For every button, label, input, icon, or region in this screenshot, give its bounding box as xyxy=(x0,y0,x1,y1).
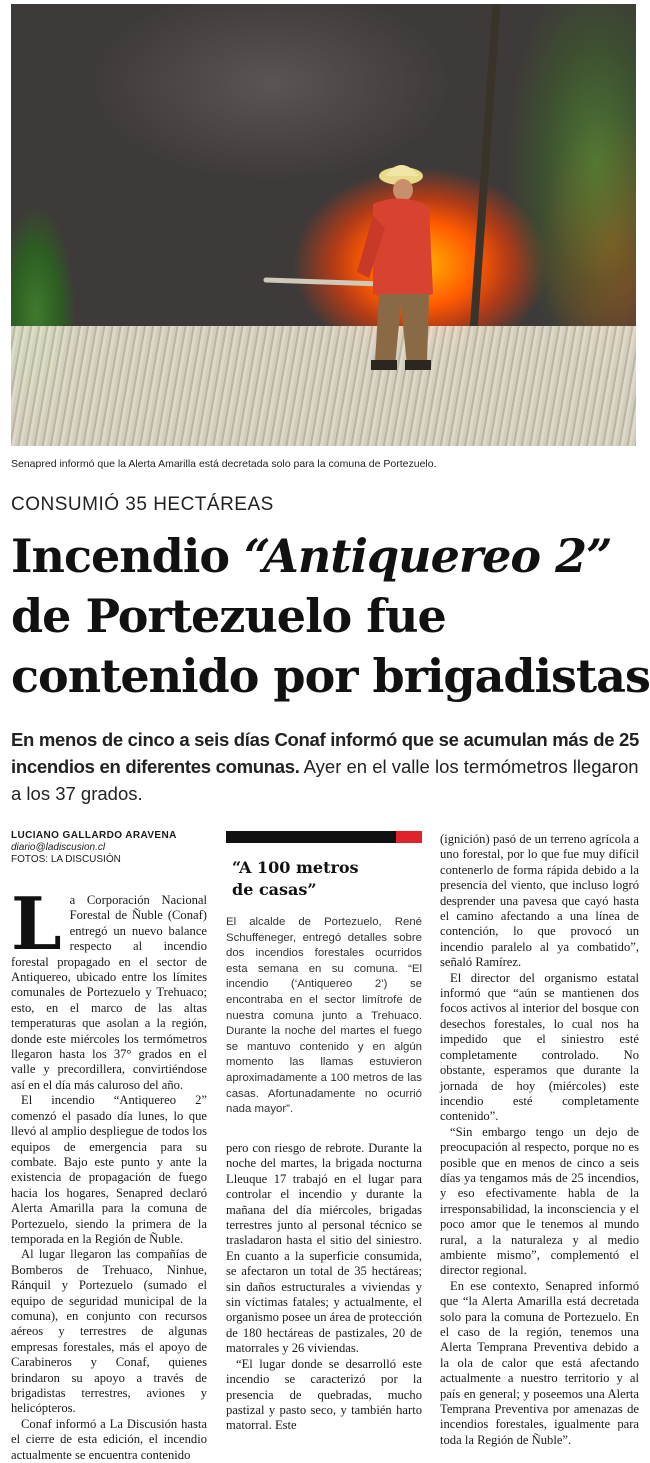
article-photo xyxy=(11,4,636,446)
body-paragraph: “Sin embargo tengo un dejo de preocupación al respecto, porque no es posible que en menos de cinco a seis días ya tengamos más de 25 incendios, y eso efectivamente habla de la irresponsabilidad, la inconsciencia y el poco amor que le tenemos al mundo rural, a la naturaleza y al medio ambiente mismo”, complementó el director regional. xyxy=(440,1124,639,1278)
byline-photos: FOTOS: LA DISCUSIÓN xyxy=(11,854,121,865)
headline-line-3: contenido por brigadistas xyxy=(11,649,650,703)
firefighter-figure xyxy=(261,154,461,384)
kicker: CONSUMIÓ 35 HECTÁREAS xyxy=(11,494,274,515)
byline-email: diario@ladiscusion.cl xyxy=(11,842,106,853)
body-paragraph: En ese contexto, Senapred informó que “la Alerta Amarilla está decretada solo para la comuna de Portezuelo. En el caso de la región, tenemos una Alerta Temprana Preventiva debido a la ola de calor que está afectando actualmente a nuestro territorio y al país en general; y poseemos una Alerta Temprana Preventiva por amenazas de incendios forestales, igualmente para toda la Región de Ñuble”. xyxy=(440,1278,639,1447)
body-paragraph: pero con riesgo de rebrote. Durante la noche del martes, la brigada nocturna Lleuque 17 trabajó en el lugar para controlar el incendio y durante la mañana del día miércoles, brigadas terrestres junto al personal técnico se trasladaron hasta el sitio del siniestro. En cuanto a la superficie consumida, se afectaron un total de 35 hectáreas; sin daños estructurales a viviendas y sin víctimas fatales; y actualmente, el organismo posee un área de protección de 180 hectáreas de pastizales, 20 de matorrales y 26 viviendas. xyxy=(226,1141,422,1356)
body-paragraph: El director del organismo estatal informó que “aún se mantienen dos focos activos al interior del bosque con desechos forestales, lo cual nos ha impedido que el siniestro esté completamente controlado. No obstante, esperamos que durante la jornada de hoy (miércoles) este incendio esté completamente contenido”. xyxy=(440,970,639,1124)
body-column-3 xyxy=(440,832,639,1448)
deck xyxy=(11,726,643,807)
byline-author: LUCIANO GALLARDO ARAVENA xyxy=(11,830,177,841)
body-paragraph: a Corporación Nacional Forestal de Ñuble (Conaf) entregó un nuevo balance respecto al incendio forestal propagado en el sector de Antiquereo, ubicado entre los límites comunales de Portezuelo y Trehuaco; esto, en el marco de las altas temperaturas que asolan a la región, donde este miércoles los termómetros llegaron hasta los 37° grados en el valle y precordillera, convirtiéndose así en el día más caluroso del año. xyxy=(11,893,207,1092)
byline xyxy=(11,830,216,865)
headline-line-2: de Portezuelo fue xyxy=(11,589,446,643)
body-paragraph: Al lugar llegaron las compañías de Bomberos de Trehuaco, Ninhue, Ránquil y Portezuelo (sumado el equipo de seguridad municipal de la comuna), en conjunto con recursos aéreos y terrestres de algunas empresas forestales, más el apoyo de Carabineros y Conaf, quienes brindaron su apoyo a través de brigadistas terrestres, aviones y helicópteros. xyxy=(11,1247,207,1416)
sidebar-rule xyxy=(226,831,422,843)
sidebar-body: El alcalde de Portezuelo, René Schuffeneger, entregó detalles sobre dos incendios forestales ocurridos esta semana en su comuna. “El incendio (‘Antiquereo 2’) se encontraba en el sector limítrofe de nuestra comuna junto a Trehuaco. Durante la noche del martes el fuego se mantuvo contenido y en algún momento las llamas estuvieron aproximadamente a 100 metros de las casas. Afortunadamente no ocurrió nada mayor”. xyxy=(226,916,422,1116)
drop-cap: L xyxy=(11,881,62,966)
body-paragraph: Conaf informó a La Discusión hasta el cierre de esta edición, el incendio actualmente se encuentra contenido xyxy=(11,1416,207,1462)
body-paragraph: El incendio “Antiquereo 2” comenzó el pasado día lunes, lo que llevó al amplio despliegue de todos los equipos de emergencia para su combate. Bajo este punto y ante la existencia de propagación de fuego hacia los hogares, Senapred declaró Alerta Amarilla para la comuna de Portezuelo, siendo la primera de la temporada en la Región de Ñuble. xyxy=(11,1093,207,1246)
body-paragraph: (ignición) pasó de un terreno agrícola a uno forestal, por lo que fue muy difícil contenerlo de forma rápida debido a la presencia del viento, que incluso logró desprender una pavesa que cayó hasta el camino afectando a una línea de contención, lo que provocó un incendio paralelo al ya combatido”, señaló Ramírez. xyxy=(440,832,639,970)
photo-caption: Senapred informó que la Alerta Amarilla está decretada solo para la comuna de Portezuelo. xyxy=(11,458,437,470)
body-column-1 xyxy=(11,881,207,1463)
headline xyxy=(11,526,650,706)
headline-fire-name: “Antiquereo 2” xyxy=(244,529,612,583)
headline-line-1: Incendio “Antiquereo 2” xyxy=(11,529,612,583)
sidebar-box xyxy=(226,831,422,1118)
deck-regular: Ayer en el valle los termómetros llegaron a los 37 grados. xyxy=(11,756,639,804)
body-paragraph: “El lugar donde se desarrolló este incendio se caracterizó por la presencia de quebradas, mucho pastizal y pasto seco, y también harto matorral. Este xyxy=(226,1356,422,1433)
deck-bold: En menos de cinco a seis días Conaf informó que se acumulan más de 25 incendios en diferentes comunas. xyxy=(11,729,640,777)
sidebar-title: “A 100 metros de casas” xyxy=(232,858,359,899)
body-column-2 xyxy=(226,1141,422,1434)
